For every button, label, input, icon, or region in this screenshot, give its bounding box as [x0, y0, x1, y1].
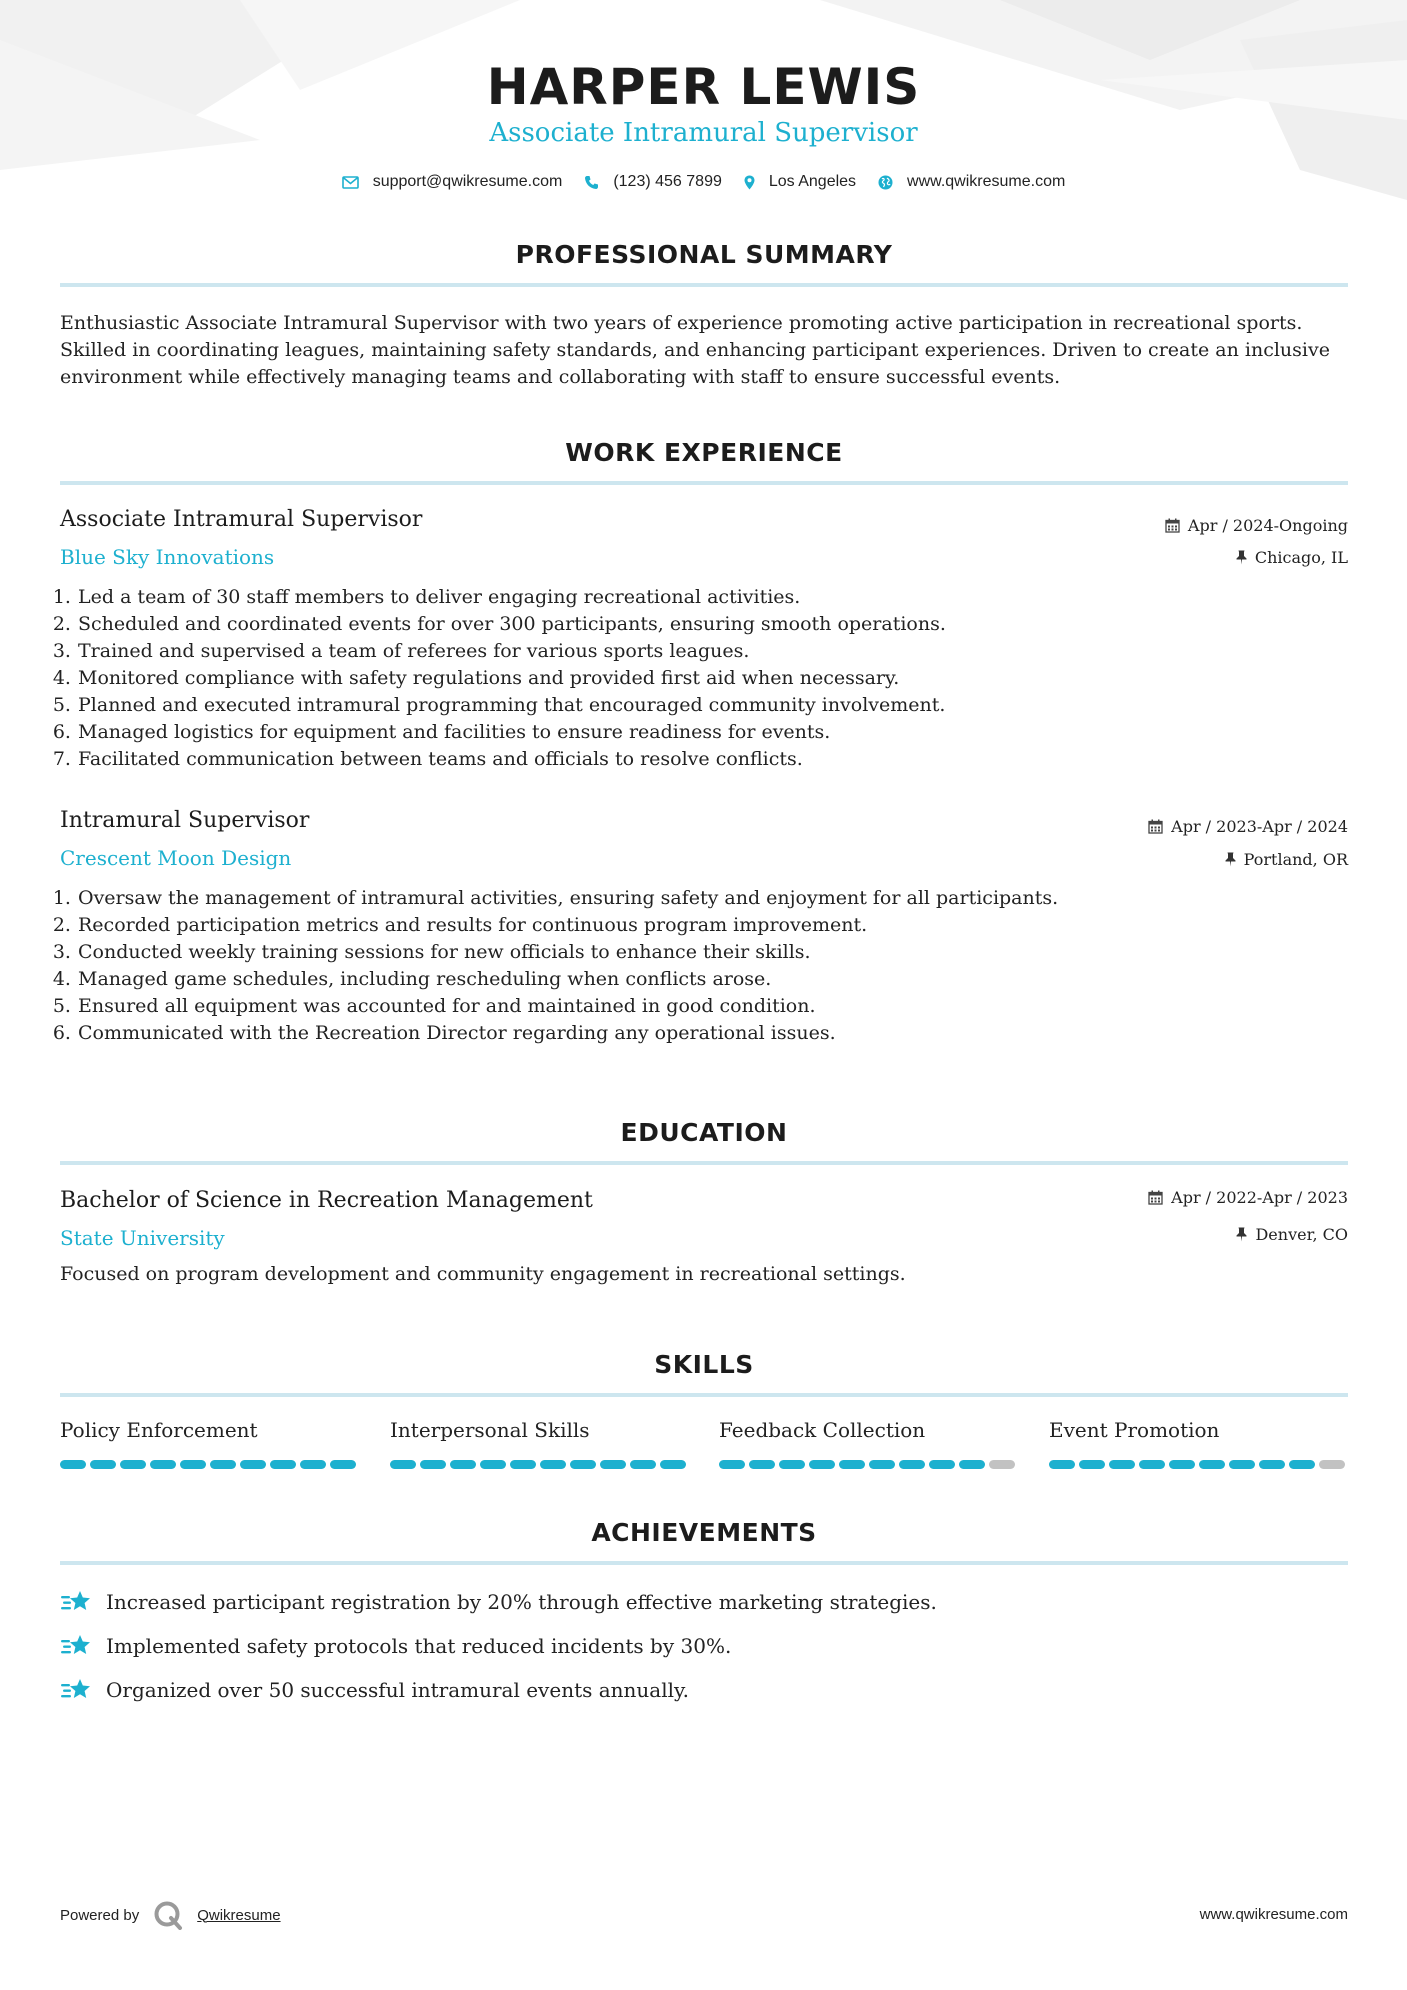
skill-name: Feedback Collection — [719, 1418, 926, 1442]
job-location-text: Portland, OR — [1243, 850, 1348, 869]
education-degree: Bachelor of Science in Recreation Management — [60, 1188, 593, 1213]
skill-item — [60, 1418, 360, 1469]
skill-segment-filled — [779, 1460, 805, 1469]
experience-heading: WORK EXPERIENCE — [565, 438, 843, 467]
skill-segment-filled — [1229, 1460, 1255, 1469]
contact-location[interactable] — [744, 173, 856, 191]
job-dates — [1165, 516, 1348, 535]
job-title: Associate Intramural Supervisor — [60, 507, 423, 532]
skill-segment-filled — [150, 1460, 176, 1469]
skill-segment-filled — [869, 1460, 895, 1469]
experience-divider — [60, 481, 1348, 485]
skill-segment-filled — [510, 1460, 536, 1469]
education-dates — [1148, 1188, 1348, 1207]
job-dates — [1148, 817, 1348, 836]
footer-website[interactable]: www.qwikresume.com — [1199, 1906, 1348, 1923]
job-bullet: 4. Monitored compliance with safety regulations and provided first aid when necessary. — [77, 665, 1277, 692]
star-award-icon — [60, 1633, 94, 1659]
skill-segment-filled — [929, 1460, 955, 1469]
job-bullet: 4. Managed game schedules, including rescheduling when conflicts arose. — [77, 966, 1277, 993]
skill-segment-filled — [1169, 1460, 1195, 1469]
job-bullet: 3. Conducted weekly training sessions for new officials to enhance their skills. — [77, 939, 1277, 966]
skill-name: Event Promotion — [1049, 1418, 1220, 1442]
skill-segment-filled — [330, 1460, 356, 1469]
skill-segment-filled — [60, 1460, 86, 1469]
qwikresume-link[interactable]: Qwikresume — [197, 1906, 281, 1924]
job-bullet: 3. Trained and supervised a team of referees for various sports leagues. — [77, 638, 1277, 665]
skill-segment-filled — [540, 1460, 566, 1469]
skill-rating-bar — [719, 1460, 1019, 1469]
education-divider — [60, 1161, 1348, 1165]
calendar-icon — [1148, 1190, 1163, 1205]
skill-segment-filled — [1139, 1460, 1165, 1469]
achievement-text: Implemented safety protocols that reduced incidents by 30%. — [106, 1634, 732, 1658]
skill-rating-bar — [390, 1460, 690, 1469]
powered-by-label: Powered by — [60, 1906, 140, 1924]
skill-segment-filled — [570, 1460, 596, 1469]
skill-rating-bar — [60, 1460, 360, 1469]
skill-segment-filled — [1049, 1460, 1075, 1469]
skill-segment-filled — [210, 1460, 236, 1469]
pushpin-icon — [1236, 1227, 1247, 1242]
star-award-icon — [60, 1589, 94, 1615]
calendar-icon — [1165, 518, 1180, 533]
summary-heading: PROFESSIONAL SUMMARY — [515, 240, 893, 269]
skill-segment-filled — [180, 1460, 206, 1469]
achievement-item — [60, 1677, 689, 1703]
contact-bar — [0, 173, 1407, 191]
job-bullets — [60, 584, 1277, 773]
skill-segment-filled — [660, 1460, 686, 1469]
envelope-icon — [342, 176, 359, 189]
globe-icon — [878, 175, 893, 190]
candidate-role: Associate Intramural Supervisor — [489, 118, 918, 148]
education-description: Focused on program development and community engagement in recreational settings. — [60, 1263, 906, 1285]
skill-item — [1049, 1418, 1349, 1469]
skill-segment-filled — [899, 1460, 925, 1469]
job-bullet: 5. Planned and executed intramural programming that encouraged community involvement. — [77, 692, 1277, 719]
job-bullet: 7. Facilitated communication between teams and officials to resolve conflicts. — [77, 746, 1277, 773]
skill-segment-filled — [839, 1460, 865, 1469]
job-bullet: 5. Ensured all equipment was accounted for and maintained in good condition. — [77, 993, 1277, 1020]
job-bullet: 1. Oversaw the management of intramural activities, ensuring safety and enjoyment for all participants. — [77, 885, 1277, 912]
job-bullet: 6. Managed logistics for equipment and facilities to ensure readiness for events. — [77, 719, 1277, 746]
skill-segment-filled — [600, 1460, 626, 1469]
skill-segment-filled — [270, 1460, 296, 1469]
skill-segment-filled — [120, 1460, 146, 1469]
qwikresume-logo-icon — [153, 1900, 183, 1930]
job-dates-text: Apr / 2023-Apr / 2024 — [1171, 817, 1348, 836]
skill-segment-filled — [450, 1460, 476, 1469]
education-dates-text: Apr / 2022-Apr / 2023 — [1171, 1188, 1348, 1207]
pushpin-icon — [1225, 852, 1236, 867]
summary-text: Enthusiastic Associate Intramural Supervisor with two years of experience promoting active participation in recreational sports. Skilled in coordinating leagues, maintaining safety standards, and enhancing participant experiences. Driven to create an inclusive environment while effectively managing teams and collaborating with staff to ensure successful events. — [60, 312, 1330, 388]
job-location-text: Chicago, IL — [1254, 548, 1348, 567]
education-heading: EDUCATION — [620, 1118, 788, 1147]
contact-phone[interactable] — [584, 173, 722, 191]
skill-segment-filled — [1079, 1460, 1105, 1469]
pushpin-icon — [1236, 550, 1247, 565]
skill-segment-empty — [1319, 1460, 1345, 1469]
skill-item — [390, 1418, 690, 1469]
job-bullet: 6. Communicated with the Recreation Director regarding any operational issues. — [77, 1020, 1277, 1047]
job-bullet: 2. Scheduled and coordinated events for over 300 participants, ensuring smooth operations. — [77, 611, 1277, 638]
skill-segment-empty — [989, 1460, 1015, 1469]
contact-website-text: www.qwikresume.com — [907, 173, 1066, 190]
skills-heading: SKILLS — [654, 1350, 754, 1379]
achievement-text: Organized over 50 successful intramural events annually. — [106, 1678, 690, 1702]
job-bullets — [60, 885, 1277, 1047]
achievement-item — [60, 1589, 937, 1615]
skill-segment-filled — [809, 1460, 835, 1469]
skill-segment-filled — [420, 1460, 446, 1469]
skill-segment-filled — [480, 1460, 506, 1469]
contact-website[interactable] — [878, 173, 1065, 191]
skill-segment-filled — [1199, 1460, 1225, 1469]
skill-segment-filled — [630, 1460, 656, 1469]
skills-divider — [60, 1393, 1348, 1397]
skill-segment-filled — [1259, 1460, 1285, 1469]
achievement-text: Increased participant registration by 20% through effective marketing strategies. — [106, 1590, 937, 1614]
skill-segment-filled — [719, 1460, 745, 1469]
skill-segment-filled — [959, 1460, 985, 1469]
skill-name: Policy Enforcement — [60, 1418, 258, 1442]
skill-segment-filled — [390, 1460, 416, 1469]
skill-segment-filled — [240, 1460, 266, 1469]
star-award-icon — [60, 1677, 94, 1703]
skill-rating-bar — [1049, 1460, 1349, 1469]
education-location — [1236, 1225, 1348, 1244]
achievements-heading: ACHIEVEMENTS — [591, 1518, 817, 1547]
skill-segment-filled — [1109, 1460, 1135, 1469]
calendar-icon — [1148, 819, 1163, 834]
candidate-name: HARPER LEWIS — [486, 58, 921, 116]
job-company: Crescent Moon Design — [60, 846, 292, 870]
job-dates-text: Apr / 2024-Ongoing — [1187, 516, 1348, 535]
job-bullet: 1. Led a team of 30 staff members to deliver engaging recreational activities. — [77, 584, 1277, 611]
skill-segment-filled — [749, 1460, 775, 1469]
job-location — [1225, 850, 1348, 869]
contact-phone-text: (123) 456 7899 — [613, 173, 722, 190]
contact-email-text: support@qwikresume.com — [372, 173, 563, 190]
job-company: Blue Sky Innovations — [60, 545, 275, 569]
skill-item — [719, 1418, 1019, 1469]
job-bullet: 2. Recorded participation metrics and results for continuous program improvement. — [77, 912, 1277, 939]
skill-segment-filled — [300, 1460, 326, 1469]
education-location-text: Denver, CO — [1255, 1225, 1348, 1244]
education-school: State University — [60, 1226, 225, 1250]
phone-icon — [584, 175, 599, 190]
skill-segment-filled — [90, 1460, 116, 1469]
contact-location-text: Los Angeles — [768, 173, 857, 190]
skill-segment-filled — [1289, 1460, 1315, 1469]
job-title: Intramural Supervisor — [60, 808, 310, 833]
summary-divider — [60, 283, 1348, 287]
footer-powered-by — [60, 1900, 281, 1930]
achievement-item — [60, 1633, 731, 1659]
contact-email[interactable] — [342, 173, 563, 191]
map-marker-icon — [744, 175, 755, 190]
job-location — [1236, 548, 1348, 567]
achievements-divider — [60, 1561, 1348, 1565]
skill-name: Interpersonal Skills — [390, 1418, 590, 1442]
